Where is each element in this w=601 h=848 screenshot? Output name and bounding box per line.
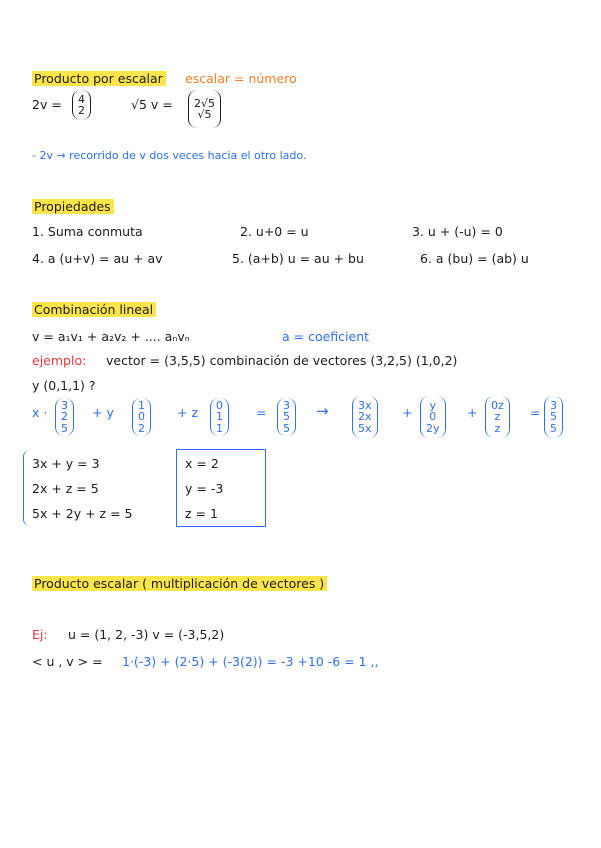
vector-component: 1 [138, 398, 145, 412]
linear-combination-formula: v = a₁v₁ + a₂v₂ + .... aₙvₙ [32, 329, 190, 344]
section-title-producto-escalar [32, 576, 327, 591]
solution-y: y = -3 [185, 481, 224, 496]
property-5: 5. (a+b) u = au + bu [232, 251, 364, 266]
coefficient-note: a = coeficient [282, 329, 370, 344]
system-equation-2: 2x + z = 5 [32, 481, 99, 496]
property-6: 6. a (bu) = (ab) u [420, 251, 529, 266]
dot-product-lhs: < u , v > = [32, 654, 103, 669]
plus-y: + y [92, 405, 114, 420]
vector-component: 2 [78, 104, 85, 117]
title-highlight: Producto por escalar [32, 71, 166, 86]
example-text-continued: y (0,1,1) ? [32, 378, 96, 393]
equals-sign: = [530, 405, 541, 420]
vector-v2 [132, 398, 151, 436]
vector-component: 5x [358, 421, 372, 435]
section-title-combinacion-lineal [32, 302, 156, 317]
vector-component: 0z [491, 398, 504, 412]
plus-sign: + [402, 405, 413, 420]
equals-sign: = [256, 405, 267, 420]
vector-z-terms [485, 396, 510, 438]
scalar-note: escalar = número [185, 71, 297, 86]
vector-component: 5 [61, 421, 68, 435]
title-highlight: Producto escalar ( multiplicación de vectores ) [32, 576, 327, 591]
vectors-u-v: u = (1, 2, -3) v = (-3,5,2) [68, 627, 225, 642]
vector-component: 0 [429, 410, 437, 424]
example1-lhs: 2v = [32, 97, 62, 112]
property-1: 1. Suma conmuta [32, 224, 143, 239]
vector-component: 4 [78, 92, 85, 106]
property-2: 2. u+0 = u [240, 224, 309, 239]
vector-component: z [494, 421, 501, 435]
example2-lhs: √5 v = [131, 97, 173, 112]
vector-x-terms [352, 396, 378, 438]
vector-component: 5 [550, 421, 557, 435]
negative-vector-comment: - 2v → recorrido de v dos veces hacia el otro lado. [32, 149, 307, 162]
coef-x: x · [32, 405, 48, 420]
solution-z: z = 1 [185, 506, 218, 521]
vector-component: 2√5 [194, 96, 216, 110]
property-3: 3. u + (-u) = 0 [412, 224, 503, 239]
vector-component: 0 [216, 398, 223, 412]
example2-vector [188, 90, 221, 128]
solution-x: x = 2 [185, 456, 219, 471]
vector-component: 2 [61, 410, 68, 424]
plus-z: + z [177, 405, 199, 420]
dot-product-calculation: 1·(-3) + (2·5) + (-3(2)) = -3 +10 -6 = 1 ,, [122, 654, 379, 669]
title-highlight: Propiedades [32, 199, 114, 214]
vector-target [277, 398, 296, 436]
example-label: ejemplo: [32, 353, 87, 368]
vector-component: z [494, 410, 501, 424]
vector-component: 1 [216, 421, 223, 435]
vector-component: 1 [216, 410, 223, 424]
system-equation-1: 3x + y = 3 [32, 456, 100, 471]
vector-component: 5 [550, 410, 557, 424]
vector-component: 3 [61, 398, 68, 412]
property-4: 4. a (u+v) = au + av [32, 251, 163, 266]
vector-component: 3x [358, 398, 372, 412]
vector-component: 2y [426, 421, 440, 435]
vector-component: 2x [358, 410, 372, 424]
example1-vector [72, 90, 91, 120]
vector-component: √5 [197, 108, 212, 121]
vector-component: 2 [138, 421, 145, 435]
plus-sign: + [467, 405, 478, 420]
system-equation-3: 5x + 2y + z = 5 [32, 506, 133, 521]
example-label: Ej: [32, 627, 48, 642]
section-title-propiedades [32, 199, 114, 214]
vector-component: y [429, 398, 437, 412]
vector-component: 5 [283, 421, 290, 435]
vector-component: 5 [283, 410, 290, 424]
vector-component: 0 [138, 410, 145, 424]
title-highlight: Combinación lineal [32, 302, 156, 317]
example-text: vector = (3,5,5) combinación de vectores (3,2,5) (1,0,2) [106, 353, 458, 368]
arrow-icon: → [316, 402, 329, 420]
vector-component: 3 [283, 398, 290, 412]
section-title-producto-por-escalar [32, 71, 166, 86]
system-brace [23, 450, 31, 526]
vector-component: 3 [550, 398, 557, 412]
vector-v1 [55, 398, 74, 436]
vector-v3 [210, 398, 229, 436]
vector-y-terms [420, 396, 446, 438]
vector-result [544, 396, 563, 438]
